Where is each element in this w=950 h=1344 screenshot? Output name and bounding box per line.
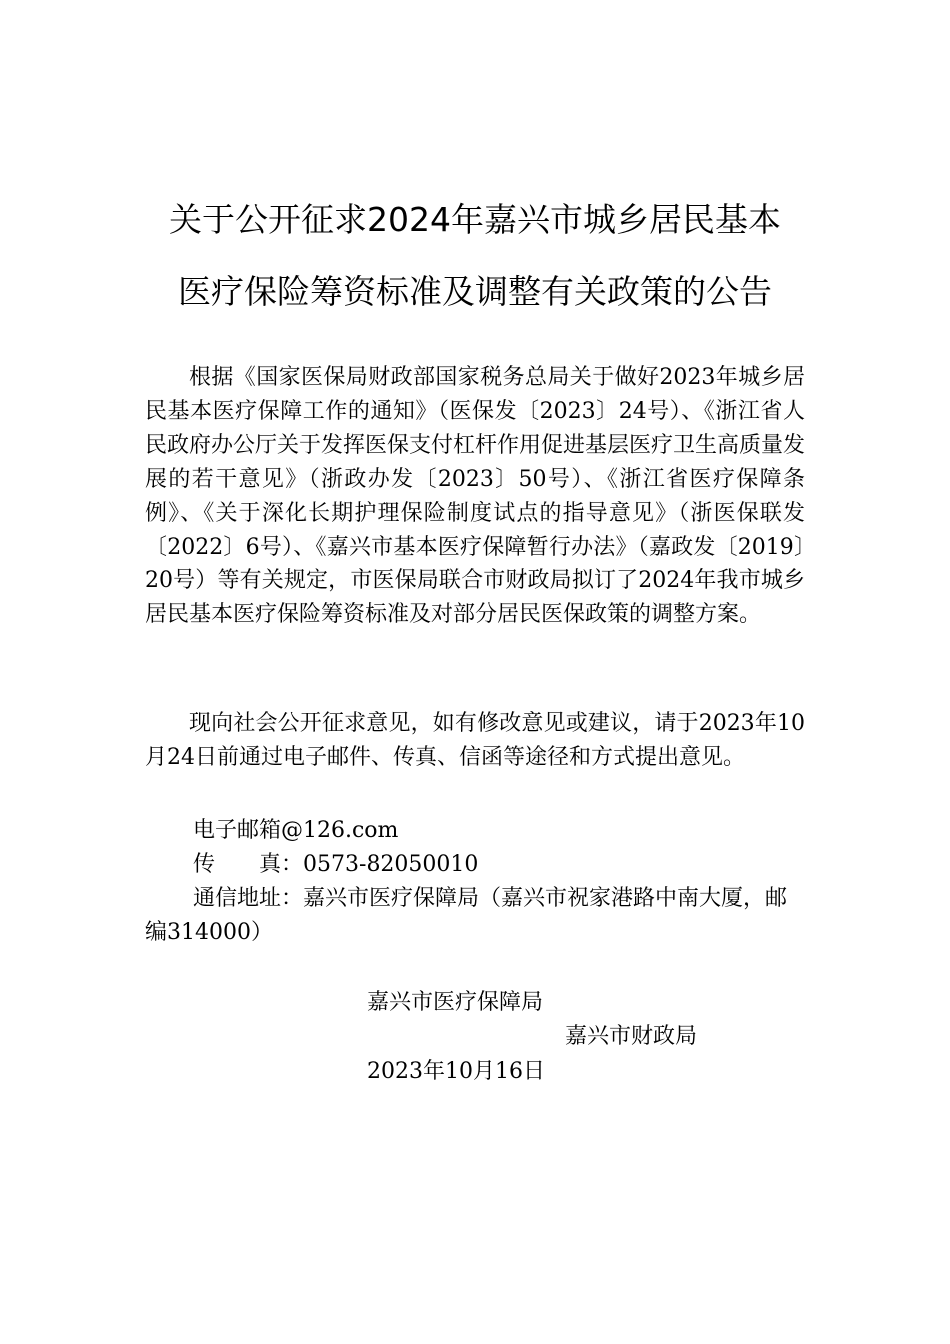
fax-label-prefix: 传 — [193, 852, 216, 877]
signer-healthcare-bureau: 嘉兴市医疗保障局 — [367, 990, 544, 1015]
title-line-2: 医疗保险筹资标准及调整有关政策的公告 — [178, 272, 772, 311]
body-paragraph-1: 根据《国家医保局财政部国家税务总局关于做好2023年城乡居民基本医疗保障工作的通知》（医保发〔2023〕24号）、《浙江省人民政府办公厅关于发挥医保支付杠杆作用促进基层医疗卫生高质量发展的若干意见》（浙政办发〔2023〕50号）、《浙江省医疗保障条例》、《关于深化长期护理保险制度试点的指导意见》（浙医保联发〔2022〕6号）、《嘉兴市基本医疗保障暂行办法》（嘉政发〔2019〕20号）等有关规定，市医保局联合市财政局拟订了2024年我市城乡居民基本医疗保险筹资标准及对部分居民医保政策的调整方案。 — [145, 365, 806, 628]
email-line: 电子邮箱@126.com — [193, 818, 399, 843]
fax-number: 真：0573-82050010 — [259, 852, 479, 877]
fax-line — [193, 848, 853, 882]
issue-date: 2023年10月16日 — [367, 1059, 545, 1084]
body-paragraph-2: 现向社会公开征求意见，如有修改意见或建议，请于2023年10月24日前通过电子邮件、传真、信函等途径和方式提出意见。 — [145, 711, 805, 770]
address-line: 通信地址：嘉兴市医疗保障局（嘉兴市祝家港路中南大厦，邮编314000） — [145, 886, 788, 945]
title-line-1: 关于公开征求2024年嘉兴市城乡居民基本 — [169, 200, 781, 239]
signer-finance-bureau: 嘉兴市财政局 — [565, 1024, 698, 1049]
